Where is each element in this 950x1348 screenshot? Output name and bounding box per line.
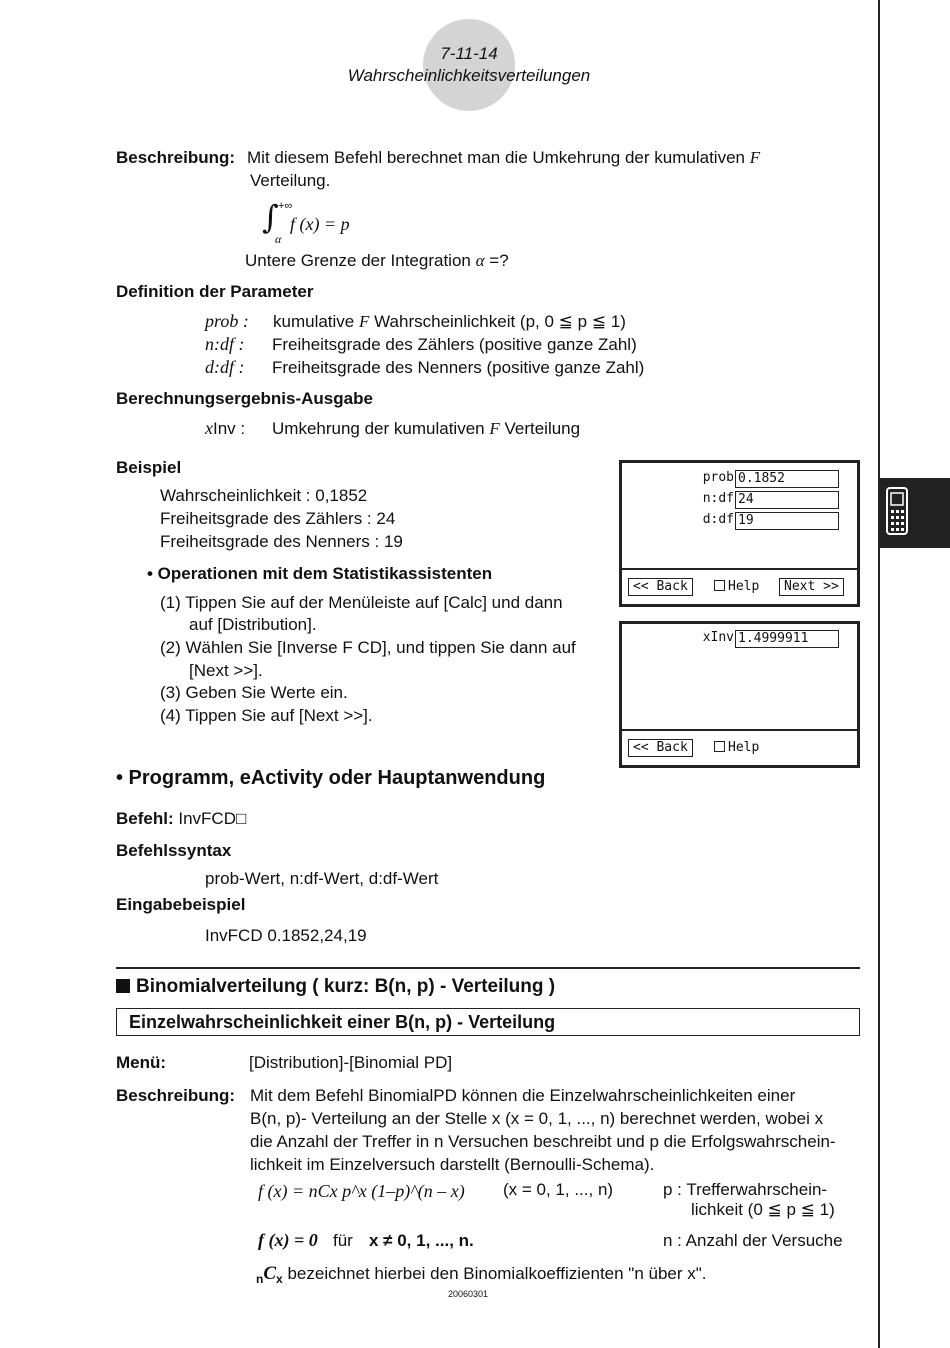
next-button[interactable]: Next >> <box>779 578 844 596</box>
chapter-title: Wahrscheinlichkeitsverteilungen <box>347 66 591 85</box>
integral-formula: f (x) = p <box>290 214 350 234</box>
back-button[interactable]: << Back <box>628 739 693 757</box>
help-checkbox[interactable]: Help <box>714 740 759 755</box>
p-definition: p : Trefferwahrschein- <box>663 1180 828 1199</box>
screen-divider <box>622 729 857 731</box>
befehl-line: Befehl: InvFCD□ <box>116 809 247 828</box>
param-name: prob : <box>205 311 249 331</box>
step-line: (2) Wählen Sie [Inverse F CD], und tippen Sie dann auf <box>160 638 576 657</box>
screen-divider <box>622 568 857 570</box>
field-label: prob <box>702 470 734 485</box>
xinv-field: 1.4999911 <box>735 630 839 648</box>
binomial-section-title: Binomialverteilung ( kurz: B(n, p) - Verteilung ) <box>116 976 555 998</box>
footer-code: 20060301 <box>448 1289 489 1299</box>
binomial-desc-line: Mit dem Befehl BinomialPD können die Einzelwahrscheinlichkeiten einer <box>250 1086 796 1105</box>
params-heading: Definition der Parameter <box>116 282 314 301</box>
menu-label: Menü: <box>116 1053 167 1072</box>
calculator-screen-result <box>619 621 860 768</box>
example-line: Freiheitsgrade des Zählers : 24 <box>160 509 396 528</box>
page-number: 7-11-14 <box>440 44 498 63</box>
section-rule <box>116 967 860 969</box>
n-definition: n : Anzahl der Versuche <box>663 1231 843 1250</box>
result-heading: Berechnungsergebnis-Ausgabe <box>116 389 373 408</box>
binomial-box-title: Einzelwahrscheinlichkeit einer B(n, p) - Verteilung <box>129 1012 556 1032</box>
desc-label: Beschreibung: <box>116 1086 236 1105</box>
help-checkbox[interactable]: Help <box>714 579 759 594</box>
step-line: (1) Tippen Sie auf der Menüleiste auf [Calc] und dann <box>160 593 563 612</box>
field-label: d:df <box>702 512 734 527</box>
syntax-heading: Befehlssyntax <box>116 841 232 860</box>
formula-condition: (x = 0, 1, ..., n) <box>503 1180 614 1199</box>
ndf-field[interactable]: 24 <box>735 491 839 509</box>
field-label: n:df <box>702 491 734 506</box>
binomial-desc-line: die Anzahl der Treffer in n Versuchen beschreibt und p die Erfolgswahrschein- <box>250 1132 836 1151</box>
page-number-circle <box>423 19 515 111</box>
example-line: Wahrscheinlichkeit : 0,1852 <box>160 486 368 505</box>
ops-heading: • Operationen mit dem Statistikassistenten <box>147 564 493 583</box>
integral-sign: ∫ <box>262 198 279 236</box>
param-name: d:df : <box>205 357 245 377</box>
param-name: n:df : <box>205 334 245 354</box>
desc-line-2: Verteilung. <box>250 171 331 190</box>
prob-field[interactable]: 0.1852 <box>735 470 839 488</box>
example-line: Freiheitsgrade des Nenners : 19 <box>160 532 403 551</box>
example-heading: Beispiel <box>116 458 182 477</box>
param-desc: kumulative F Wahrscheinlichkeit (p, 0 ≦ p ≦ 1) <box>273 312 626 331</box>
zero-formula: f (x) = 0 <box>258 1230 318 1250</box>
menu-value: [Distribution]-[Binomial PD] <box>249 1053 453 1072</box>
program-heading: • Programm, eActivity oder Hauptanwendung <box>116 767 546 789</box>
syntax-value: prob-Wert, n:df-Wert, d:df-Wert <box>205 869 439 888</box>
zero-condition: x ≠ 0, 1, ..., n. <box>369 1231 474 1250</box>
step-line: [Next >>]. <box>189 661 263 680</box>
step-line: auf [Distribution]. <box>189 615 317 634</box>
back-button[interactable]: << Back <box>628 578 693 596</box>
result-name: xInv : <box>205 418 246 438</box>
binomial-formula: f (x) = nCx p^x (1–p)^(n – x) <box>258 1181 465 1201</box>
step-line: (4) Tippen Sie auf [Next >>]. <box>160 706 373 725</box>
binomial-desc-line: lichkeit im Einzelversuch darstellt (Bernoulli-Schema). <box>250 1155 655 1174</box>
lower-bound-question: Untere Grenze der Integration α =? <box>245 251 509 270</box>
input-value: InvFCD 0.1852,24,19 <box>205 926 367 945</box>
param-desc: Freiheitsgrade des Nenners (positive ganze Zahl) <box>272 358 645 377</box>
binomial-desc-line: B(n, p)- Verteilung an der Stelle x (x = 0, 1, ..., n) berechnet werden, wobei x <box>250 1109 824 1128</box>
ddf-field[interactable]: 19 <box>735 512 839 530</box>
right-margin-rule <box>878 0 880 1348</box>
checkbox-icon <box>714 741 725 752</box>
field-label: xInv <box>702 630 734 645</box>
calculator-icon <box>880 478 950 548</box>
integral-lower: α <box>275 232 282 246</box>
desc-label: Beschreibung: <box>116 148 236 167</box>
formula-fuer: für <box>333 1231 353 1250</box>
input-heading: Eingabebeispiel <box>116 895 246 914</box>
result-desc: Umkehrung der kumulativen F Verteilung <box>272 419 581 438</box>
desc-line-1: Mit diesem Befehl berechnet man die Umkehrung der kumulativen F <box>247 148 761 167</box>
step-line: (3) Geben Sie Werte ein. <box>160 683 348 702</box>
chapter-tab <box>880 478 950 548</box>
checkbox-icon <box>714 580 725 591</box>
ncx-note: $_nC_x$ bezeichnet hierbei den Binomialkoeffizienten "n über x". <box>256 1263 707 1286</box>
p-definition: lichkeit (0 ≦ p ≦ 1) <box>691 1200 835 1219</box>
square-bullet-icon <box>116 979 130 993</box>
integral-upper: +∞ <box>278 200 293 212</box>
param-desc: Freiheitsgrade des Zählers (positive ganze Zahl) <box>272 335 637 354</box>
calculator-screen-input <box>619 460 860 607</box>
